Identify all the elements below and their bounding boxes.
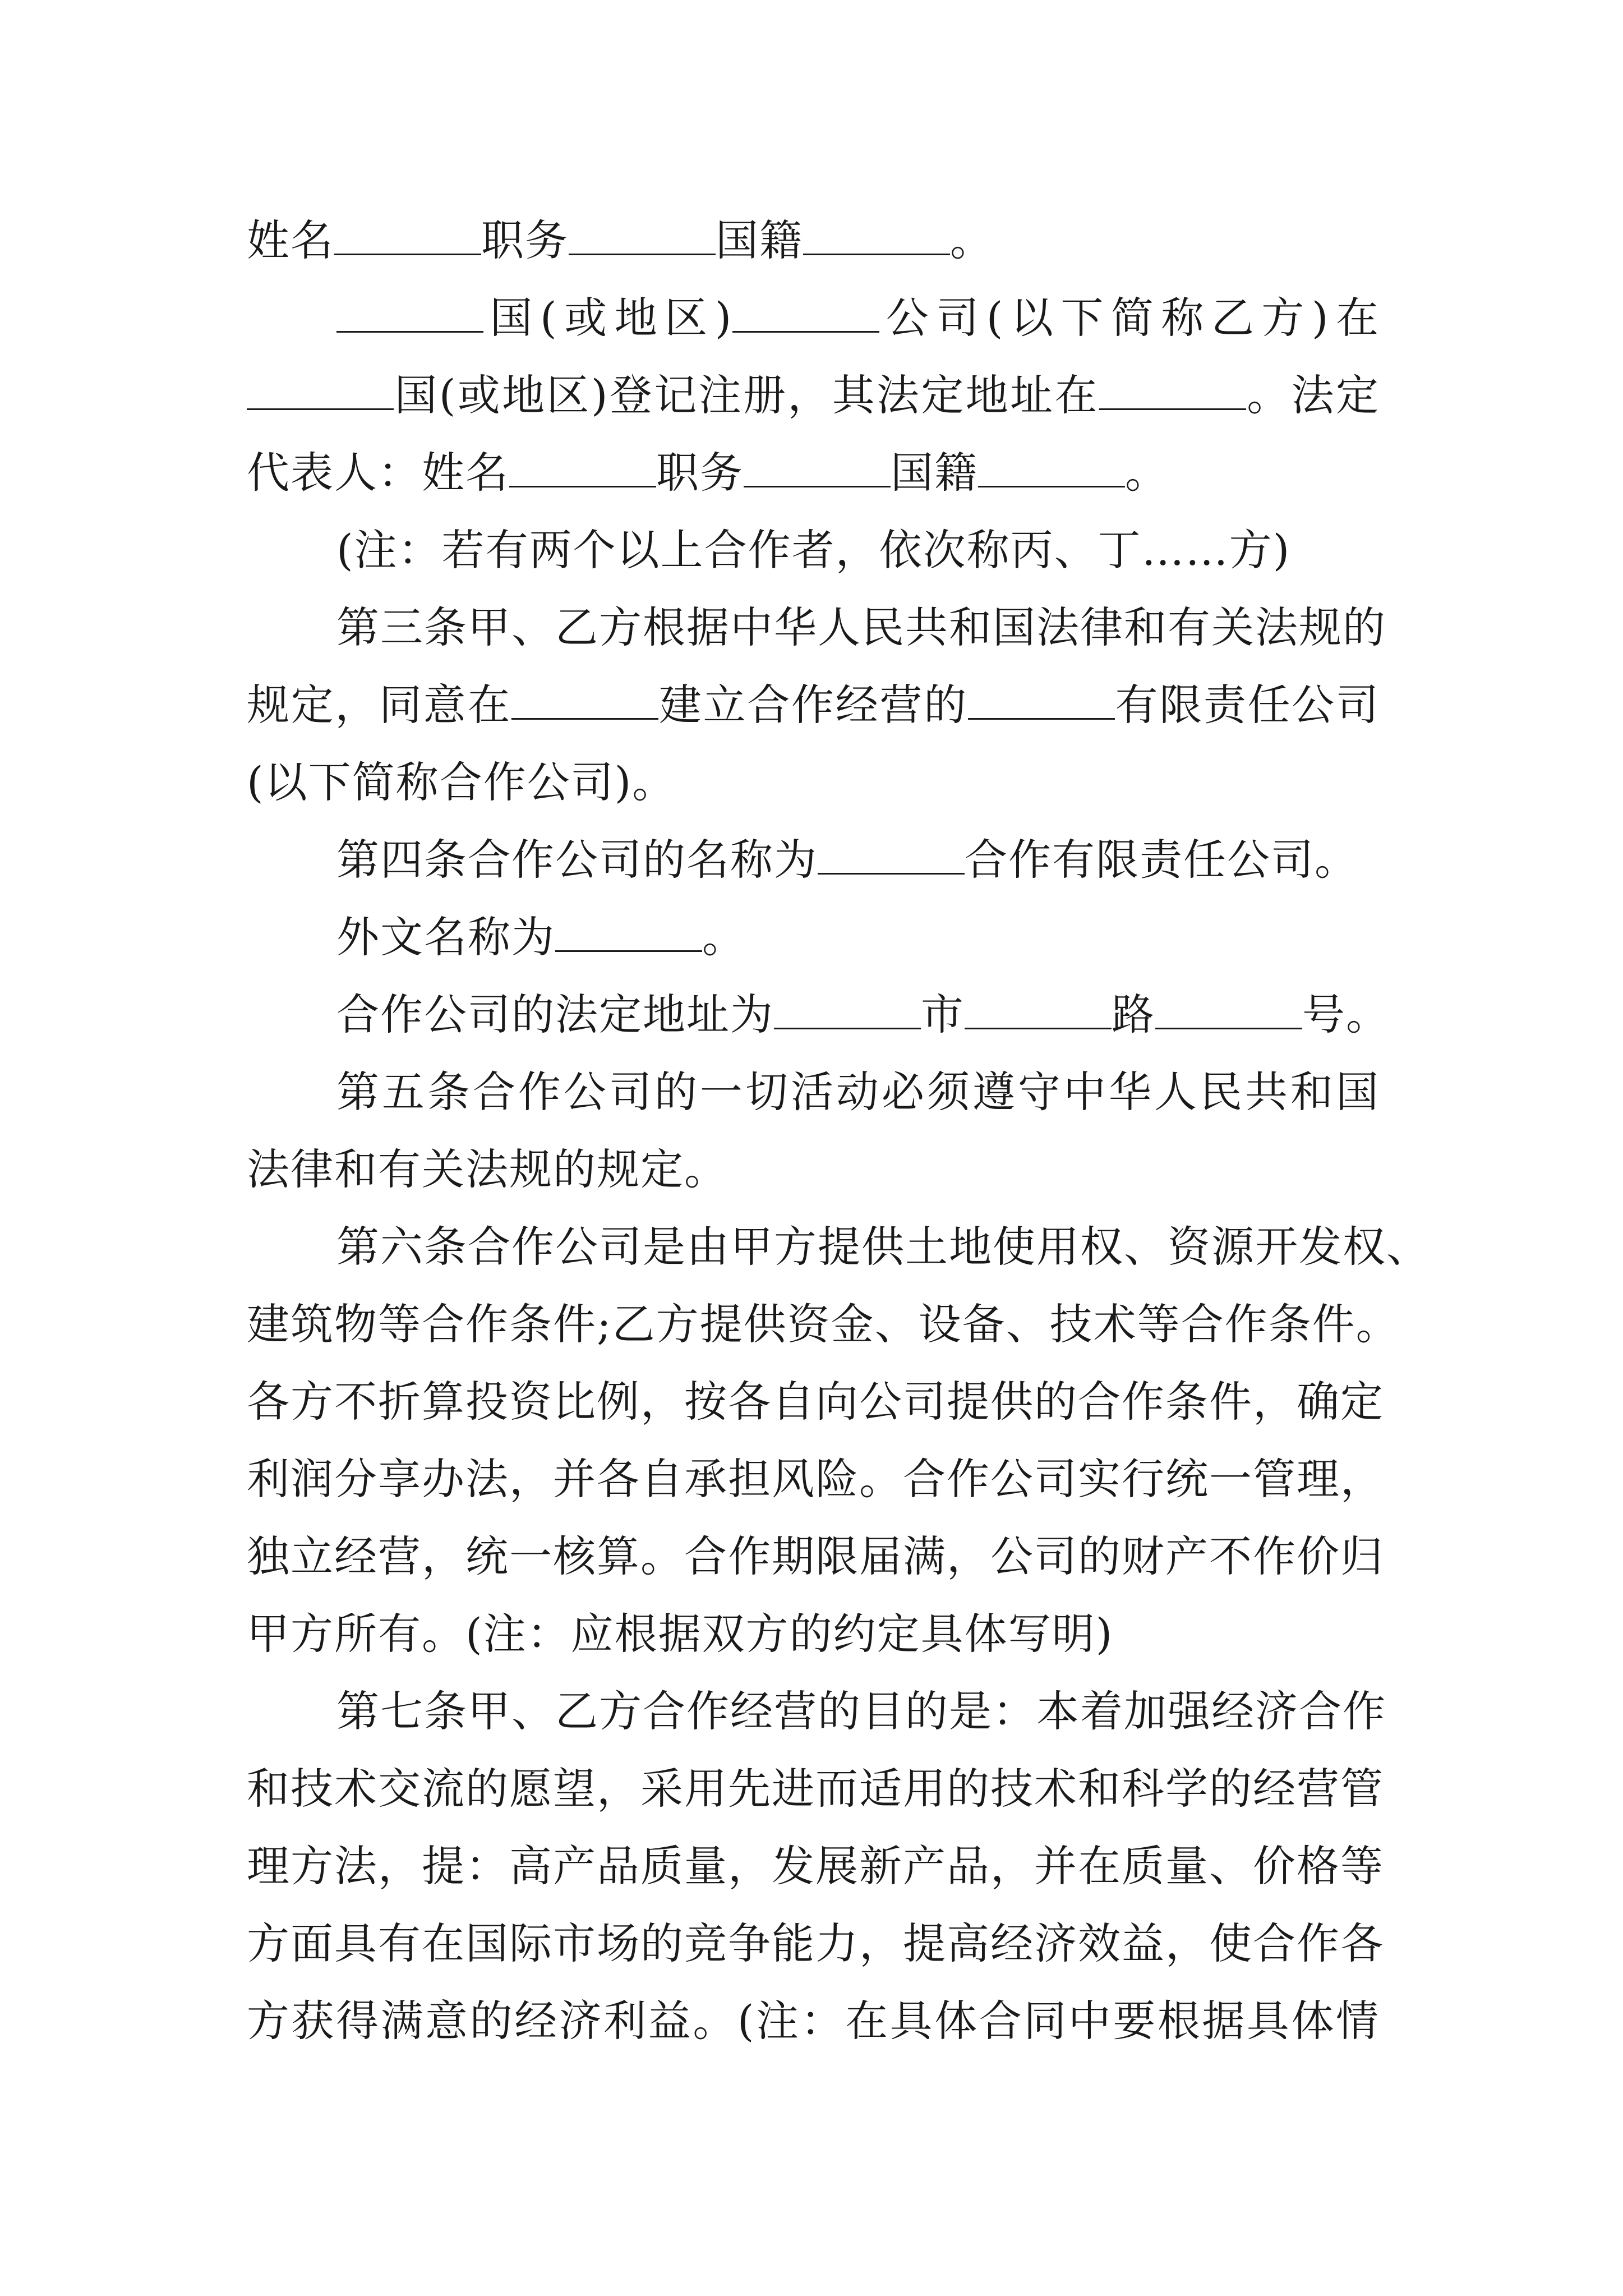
fill-in-blank (774, 993, 921, 1029)
fill-in-blank (732, 296, 879, 333)
text-segment: 第四条合作公司的名称为 (336, 835, 818, 885)
text-line (247, 1363, 1384, 1441)
text-segment: 理方法，提：高产品质量，发展新产品，并在质量、价格等 (247, 1841, 1384, 1891)
text-segment: 号。 (1302, 990, 1390, 1039)
fill-in-blank (555, 915, 702, 952)
text-segment: 利润分享办法，并各自承担风险。合作公司实行统一管理， (247, 1454, 1384, 1504)
text-line (247, 589, 1386, 666)
text-line (247, 279, 1380, 357)
text-line (247, 1828, 1384, 1905)
text-line (247, 821, 1380, 899)
text-segment: 第五条合作公司的一切活动必须遵守中华人民共和国 (336, 1067, 1380, 1117)
text-segment: 。 (702, 912, 746, 962)
text-segment: 路 (1112, 990, 1155, 1039)
text-segment: 规定，同意在 (247, 680, 512, 730)
fill-in-blank (818, 838, 965, 875)
text-line (247, 1053, 1380, 1131)
text-line (247, 512, 1380, 589)
text-line (247, 1208, 1430, 1286)
text-line (247, 1905, 1384, 1982)
text-line (247, 1750, 1384, 1828)
text-line (247, 1441, 1384, 1518)
text-segment: 职务 (481, 215, 569, 265)
text-line (247, 1131, 1380, 1208)
text-line (247, 1673, 1386, 1750)
fill-in-blank (1155, 993, 1302, 1029)
fill-in-blank (247, 374, 394, 410)
text-line (247, 1595, 1380, 1673)
text-segment: 公司(以下简称乙方)在 (879, 293, 1380, 343)
text-line (247, 357, 1380, 434)
text-line (247, 666, 1380, 744)
fill-in-blank (1099, 374, 1246, 410)
text-line (247, 1286, 1400, 1363)
text-segment: 各方不折算投资比例，按各自向公司提供的合作条件，确定 (247, 1377, 1384, 1427)
text-segment: 国籍 (716, 215, 803, 265)
text-segment: 国(或地区)登记注册，其法定地址在 (394, 370, 1099, 420)
text-segment: 代表人：姓名 (247, 448, 509, 498)
text-segment: 第七条甲、乙方合作经营的目的是：本着加强经济合作 (336, 1686, 1386, 1736)
text-segment: 建立合作经营的 (658, 680, 968, 730)
fill-in-blank (968, 683, 1115, 720)
fill-in-blank (803, 219, 950, 255)
text-segment: (注：若有两个以上合作者，依次称丙、丁……方) (336, 525, 1291, 575)
fill-in-blank (334, 219, 481, 255)
text-segment: 第三条甲、乙方根据中华人民共和国法律和有关法规的 (336, 602, 1386, 652)
fill-in-blank (336, 296, 483, 333)
text-segment: 合作有限责任公司。 (965, 835, 1358, 885)
text-segment: 。 (950, 215, 994, 265)
text-segment: 方面具有在国际市场的竞争能力，提高经济效益，使合作各 (247, 1918, 1384, 1968)
text-line (247, 202, 1380, 279)
text-segment: 建筑物等合作条件;乙方提供资金、设备、技术等合作条件。 (247, 1299, 1400, 1349)
text-segment: 。法定 (1246, 370, 1380, 420)
fill-in-blank (965, 993, 1112, 1029)
text-line (247, 434, 1380, 512)
text-segment: 法律和有关法规的规定。 (247, 1144, 728, 1194)
text-line (247, 1518, 1384, 1595)
fill-in-blank (511, 683, 658, 720)
contract-text-body (247, 202, 1430, 2060)
fill-in-blank (978, 451, 1125, 487)
fill-in-blank (569, 219, 716, 255)
text-segment: 甲方所有。(注：应根据双方的约定具体写明) (247, 1609, 1114, 1659)
text-line (247, 1982, 1380, 2060)
text-segment: 有限责任公司 (1114, 680, 1380, 730)
text-segment: 外文名称为 (336, 912, 555, 962)
text-segment: (以下简称合作公司)。 (247, 757, 676, 807)
text-segment: 职务 (656, 448, 744, 498)
text-segment: 方获得满意的经济利益。(注：在具体合同中要根据具体情 (247, 1996, 1380, 2046)
text-line (247, 744, 1380, 821)
text-segment: 第六条合作公司是由甲方提供土地使用权、资源开发权、 (336, 1222, 1430, 1272)
text-segment: 合作公司的法定地址为 (336, 990, 774, 1039)
fill-in-blank (744, 451, 891, 487)
text-line (247, 899, 1380, 976)
text-segment: 姓名 (247, 215, 334, 265)
text-segment: 国籍 (891, 448, 978, 498)
text-segment: 和技术交流的愿望，采用先进而适用的技术和科学的经营管 (247, 1764, 1384, 1814)
text-segment: 市 (921, 990, 965, 1039)
fill-in-blank (509, 451, 656, 487)
text-segment: 国(或地区) (483, 293, 733, 343)
text-line (247, 976, 1390, 1053)
text-segment: 。 (1125, 448, 1169, 498)
text-segment: 独立经营，统一核算。合作期限届满，公司的财产不作价归 (247, 1531, 1384, 1581)
